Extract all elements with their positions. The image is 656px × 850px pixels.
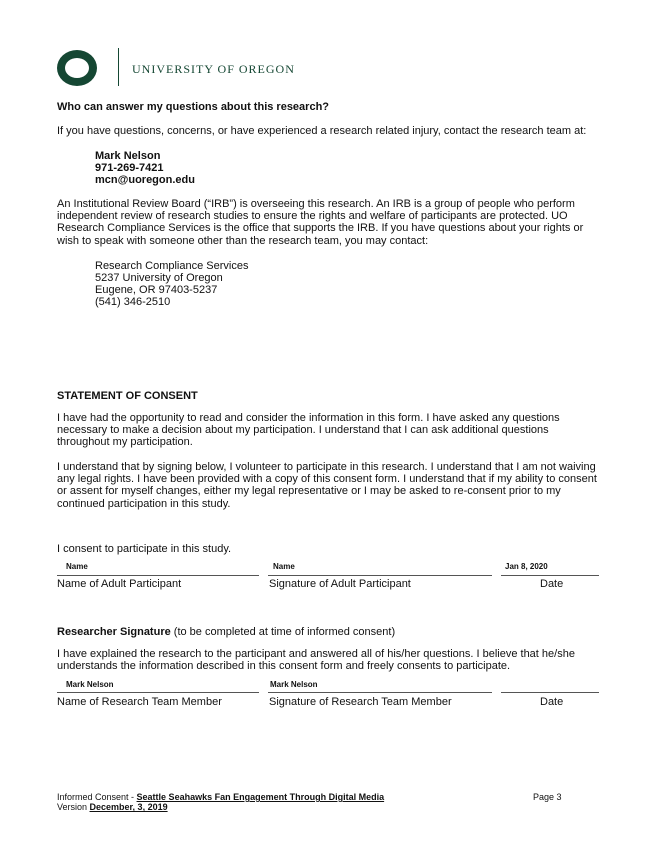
questions-heading: Who can answer my questions about this research?: [57, 101, 330, 113]
office-phone: (541) 346-2510: [95, 296, 171, 308]
participant-date-label: Date: [540, 578, 564, 590]
contact-email: mcn@uoregon.edu: [95, 174, 195, 186]
researcher-signature-label: Signature of Research Team Member: [269, 696, 452, 708]
participant-signature-line: [268, 575, 492, 576]
consent-heading: STATEMENT OF CONSENT: [57, 390, 198, 402]
footer-study-title: Seattle Seahawks Fan Engagement Through Digital Media: [136, 792, 385, 802]
participant-date-line: [501, 575, 599, 576]
footer-version-date: December, 3, 2019: [89, 802, 168, 812]
participant-signature-label: Signature of Adult Participant: [269, 578, 411, 590]
researcher-name-label: Name of Research Team Member: [57, 696, 222, 708]
logo-o-mark: [57, 50, 97, 86]
researcher-name-line: [57, 692, 259, 693]
footer-prefix: Informed Consent -: [57, 792, 137, 802]
footer-page-number: Page 3: [533, 792, 562, 802]
contact-phone: 971-269-7421: [95, 162, 164, 174]
researcher-heading: [57, 626, 395, 638]
consent-paragraph-2: I understand that by signing below, I volunteer to participate in this research. I understand that I am not waiving any legal rights. I have been provided with a copy of this consent form. I understand that if my ability to consent or assent for myself changes, either my legal representative or I may be asked to re-consent prior to my continued participation in this study.: [57, 461, 597, 510]
participant-name-line: [57, 575, 259, 576]
researcher-date-line: [501, 692, 599, 693]
logo-divider: [118, 48, 119, 86]
footer-title: [57, 792, 384, 802]
researcher-heading-bold: Researcher Signature: [57, 626, 171, 638]
researcher-date-label: Date: [540, 696, 564, 708]
participant-name-label: Name of Adult Participant: [57, 578, 182, 590]
irb-paragraph: An Institutional Review Board (“IRB”) is overseeing this research. An IRB is a group of people who perform independent review of research studies to ensure the rights and welfare of participants are protected. UO Research Compliance Services is the office that supports the IRB. If you have questions about your rights or wish to speak with someone other than the research team, you may contact:: [57, 198, 584, 247]
researcher-name-value: Mark Nelson: [66, 680, 114, 689]
office-city: Eugene, OR 97403-5237: [95, 284, 218, 296]
researcher-paragraph: I have explained the research to the participant and answered all of his/her questions. I believe that he/she understands the information described in this consent form and freely consents to participate.: [57, 648, 575, 673]
researcher-signature-line: [268, 692, 492, 693]
contact-name: Mark Nelson: [95, 150, 161, 162]
office-name: Research Compliance Services: [95, 260, 249, 272]
consent-line: I consent to participate in this study.: [57, 543, 232, 555]
footer-version-prefix: Version: [57, 802, 90, 812]
logo-text: UNIVERSITY OF OREGON: [132, 62, 295, 76]
consent-paragraph-1: I have had the opportunity to read and consider the information in this form. I have asked any questions necessary to make a decision about my participation. I understand that I can ask additional questions throughout my participation.: [57, 412, 560, 449]
participant-signature-value: Name: [273, 562, 295, 571]
footer-version: [57, 802, 168, 812]
office-street: 5237 University of Oregon: [95, 272, 223, 284]
researcher-signature-value: Mark Nelson: [270, 680, 318, 689]
researcher-heading-note: (to be completed at time of informed consent): [170, 626, 396, 638]
questions-intro: If you have questions, concerns, or have experienced a research related injury, contact the research team at:: [57, 125, 587, 137]
participant-date-value: Jan 8, 2020: [505, 562, 548, 571]
participant-name-value: Name: [66, 562, 88, 571]
